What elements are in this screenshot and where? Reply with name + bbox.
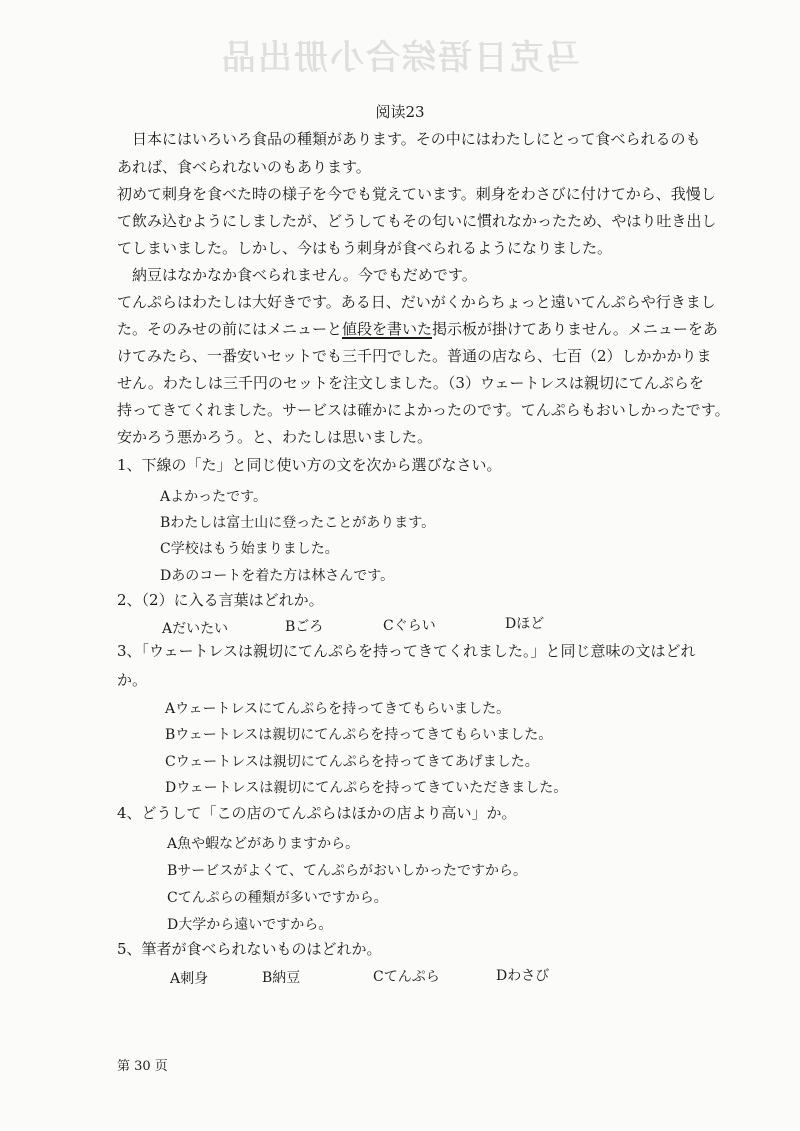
q3-option-c: Cウェートレスは親切にてんぷらを持ってきてあげました。 bbox=[165, 754, 539, 770]
q4-option-d: D大学から遠いですから。 bbox=[167, 917, 333, 933]
passage-line: 納豆はなかなか食べられません。今でもだめです。 bbox=[117, 266, 477, 284]
q4-option-a: A魚や蝦などがありますから。 bbox=[167, 836, 360, 852]
passage-line: せん。わたしは三千円のセットを注文しました。（3）ウェートレスは親切にてんぷらを bbox=[117, 374, 704, 392]
question-3-stem-cont: か。 bbox=[117, 671, 148, 689]
q3-option-a: Aウェートレスにてんぷらを持ってきてもらいました。 bbox=[165, 701, 511, 717]
passage-text: た。そのみせの前にはメニューと bbox=[117, 320, 343, 338]
underlined-phrase: 値段を書いた bbox=[342, 320, 433, 338]
passage-text: 掲示板が掛けてありません。メニューをあ bbox=[432, 320, 718, 338]
q4-option-b: Bサービスがよくて、てんぷらがおいしかったですから。 bbox=[167, 863, 528, 879]
q1-option-b: Bわたしは富士山に登ったことがあります。 bbox=[160, 515, 436, 531]
bleed-through-text: 马克日语综合小册出品 bbox=[220, 38, 580, 78]
passage-line: 持ってきてくれました。サービスは確かによかったのです。てんぷらもおいしかったです。 bbox=[117, 401, 730, 419]
q3-option-d: Dウェートレスは親切にてんぷらを持ってきていただきました。 bbox=[165, 780, 568, 796]
passage-line: て飲み込むようにしましたが、どうしてもその匂いに慣れなかったため、やはり吐き出し bbox=[117, 212, 717, 230]
q5-option-d: Dわさび bbox=[496, 968, 550, 984]
q4-option-c: Cてんぷらの種類が多いですから。 bbox=[167, 890, 388, 906]
q5-option-c: Cてんぷら bbox=[373, 969, 440, 985]
page-number: 第 30 页 bbox=[117, 1059, 168, 1074]
q1-option-d: Dあのコートを着た方は林さんです。 bbox=[160, 568, 395, 584]
passage-line: あれば、食べられないのもあります。 bbox=[117, 158, 371, 176]
q5-option-b: B納豆 bbox=[262, 970, 301, 986]
passage-line: 初めて刺身を食べた時の様子を今でも覚えています。刺身をわさびに付けてから、我慢し bbox=[117, 185, 716, 203]
passage-line: てんぷらはわたしは大好きです。ある日、だいがくからちょっと遠いてんぷらや行きまし bbox=[117, 293, 716, 311]
q2-option-d: Dほど bbox=[505, 616, 545, 632]
page-title: 阅读23 bbox=[375, 103, 425, 121]
q1-option-a: Aよかったです。 bbox=[160, 489, 267, 505]
question-3-stem: 3、「ウェートレスは親切にてんぷらを持ってきてくれました。」と同じ意味の文はどれ bbox=[117, 642, 696, 660]
passage-line: 安かろう悪かろう。と、わたしは思いました。 bbox=[117, 428, 433, 446]
passage-line: 日本にはいろいろ食品の種類があります。その中にはわたしにとって食べられるのも bbox=[117, 130, 701, 148]
passage-line-underlined bbox=[117, 319, 718, 339]
question-2-stem: 2、（2）に入る言葉はどれか。 bbox=[117, 591, 324, 609]
q2-option-b: Bごろ bbox=[285, 619, 324, 635]
question-1-stem: 1、下線の「た」と同じ使い方の文を次から選びなさい。 bbox=[117, 456, 502, 474]
passage-line: てしまいました。しかし、今はもう刺身が食べられるようになりました。 bbox=[117, 239, 613, 257]
passage-line: けてみたら、一番安いセットでも三千円でした。普通の店なら、七百（2）しかかかりま bbox=[117, 347, 712, 365]
q3-option-b: Bウェートレスは親切にてんぷらを持ってきてもらいました。 bbox=[165, 727, 553, 743]
question-4-stem: 4、どうして「この店のてんぷらはほかの店より高い」か。 bbox=[117, 804, 517, 822]
q1-option-c: C学校はもう始まりました。 bbox=[160, 541, 339, 557]
q5-option-a: A刺身 bbox=[170, 971, 209, 987]
q2-option-c: Cぐらい bbox=[383, 618, 436, 634]
question-5-stem: 5、筆者が食べられないものはどれか。 bbox=[117, 940, 382, 958]
q2-option-a: Aだいたい bbox=[162, 621, 229, 637]
